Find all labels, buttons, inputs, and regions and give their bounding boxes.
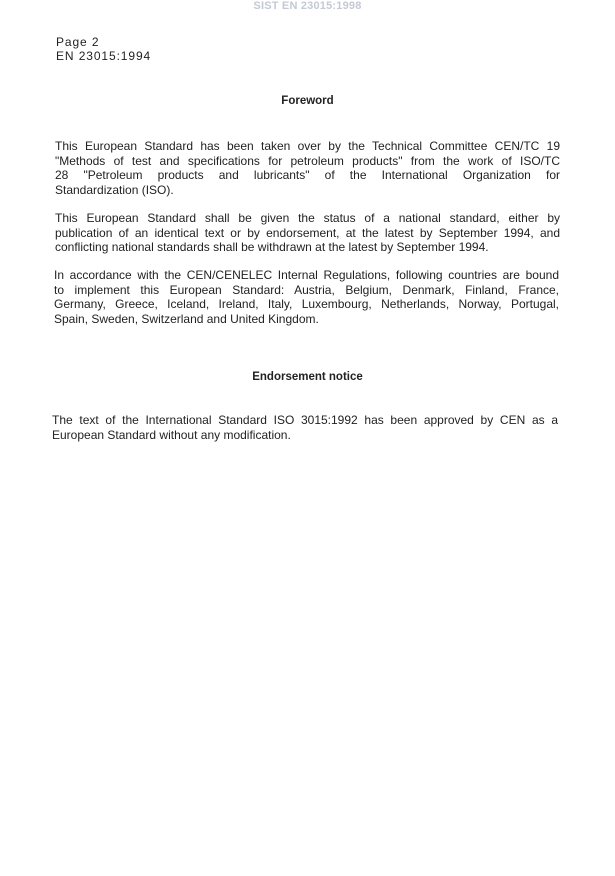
text-line: This European Standard shall be given the status of a national standard, either by	[55, 211, 560, 225]
text-line: to implement this European Standard: Austria, Belgium, Denmark, Finland, France,	[54, 282, 559, 297]
foreword-paragraph-3	[54, 268, 559, 326]
text-line: Standardization (ISO).	[55, 182, 174, 197]
foreword-title: Foreword	[281, 95, 334, 107]
endorsement-title: Endorsement notice	[252, 371, 363, 383]
text-line: Spain, Sweden, Switzerland and United Kingdom.	[54, 311, 319, 326]
text-line: The text of the International Standard ISO 3015:1992 has been approved by CEN as a	[52, 413, 558, 427]
watermark: SIST EN 23015:1998	[253, 0, 362, 12]
text-line: conflicting national standards shall be withdrawn at the latest by September 1994.	[55, 240, 489, 254]
text-line: publication of an identical text or by endorsement, at the latest by September 1994, and	[55, 225, 560, 240]
endorsement-paragraph	[52, 413, 558, 442]
page-number: Page 2	[56, 35, 100, 49]
foreword-paragraph-1	[55, 139, 560, 197]
foreword-paragraph-2	[55, 211, 560, 255]
text-line: In accordance with the CEN/CENELEC Internal Regulations, following countries are bound	[54, 268, 559, 282]
text-line: Germany, Greece, Iceland, Ireland, Italy, Luxembourg, Netherlands, Norway, Portugal,	[54, 297, 559, 311]
text-line: European Standard without any modification.	[52, 427, 291, 442]
document-id: EN 23015:1994	[56, 49, 152, 63]
text-line: "Methods of test and specifications for petroleum products" from the work of ISO/TC	[55, 153, 560, 168]
text-line: This European Standard has been taken over by the Technical Committee CEN/TC 19	[55, 139, 560, 153]
text-line: 28 "Petroleum products and lubricants" of the International Organization for	[55, 168, 560, 182]
